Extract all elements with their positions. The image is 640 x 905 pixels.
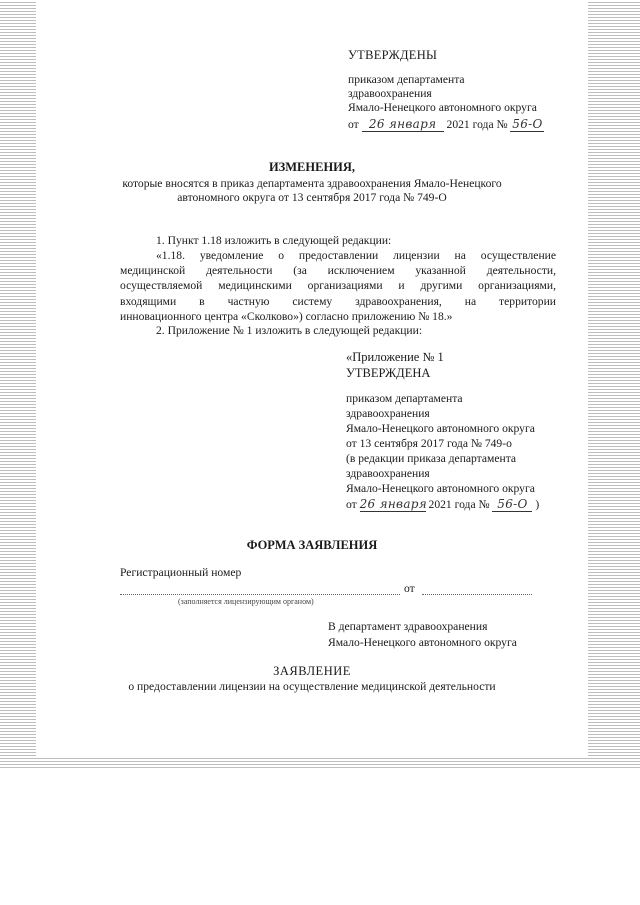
approval-date-line — [348, 117, 544, 132]
appendix-number-handwritten: 56-О — [492, 497, 532, 512]
appendix-close: ) — [535, 498, 540, 511]
reg-date-line — [422, 594, 532, 595]
quote-line2: медицинской деятельности (за исключением указанной деятельности, — [120, 264, 556, 278]
quote-line3: осуществляемой медицинскими организациями и другими организациями, — [120, 279, 556, 293]
scan-border-bottom — [0, 756, 640, 768]
item-2: 2. Приложение № 1 изложить в следующей редакции: — [156, 324, 423, 337]
approval-line2: здравоохранения — [348, 87, 432, 100]
appendix-prefix: от — [346, 498, 357, 511]
recipient-line1: В департамент здравоохранения — [328, 620, 488, 633]
application-title: ЗАЯВЛЕНИЕ — [273, 664, 351, 678]
appendix-line8: здравоохранения — [346, 467, 430, 480]
appendix-line2: УТВЕРЖДЕНА — [346, 366, 431, 380]
appendix-line7: (в редакции приказа департамента — [346, 452, 517, 465]
appendix-line5: Ямало-Ненецкого автономного округа — [346, 422, 535, 435]
appendix-year: 2021 года № — [428, 498, 490, 511]
document-page — [36, 0, 588, 756]
approval-line1: приказом департамента — [348, 73, 465, 86]
quote-line1: «1.18. уведомление о предоставлении лицензии на осуществление — [156, 249, 556, 262]
reg-number-line — [120, 594, 400, 595]
application-subtitle: о предоставлении лицензии на осуществление медицинской деятельности — [128, 680, 496, 693]
appendix-date-line — [346, 497, 539, 512]
appendix-date-handwritten: 26 января — [359, 497, 428, 511]
appendix-line9: Ямало-Ненецкого автономного округа — [346, 482, 535, 495]
item-1: 1. Пункт 1.18 изложить в следующей редакции: — [156, 234, 392, 247]
doc-title: ИЗМЕНЕНИЯ, — [268, 160, 356, 174]
reg-from-label: от — [404, 582, 415, 595]
approval-date-handwritten: 26 января — [362, 117, 444, 132]
approval-title: УТВЕРЖДЕНЫ — [348, 48, 438, 62]
reg-hint: (заполняется лицензирующим органом) — [178, 597, 314, 606]
approval-line3: Ямало-Ненецкого автономного округа — [348, 101, 537, 114]
appendix-line6: от 13 сентября 2017 года № 749-о — [346, 437, 512, 450]
quote-line5: инновационного центра «Сколково») согласно приложению № 18.» — [120, 309, 453, 323]
form-title: ФОРМА ЗАЯВЛЕНИЯ — [246, 538, 378, 552]
approval-number-handwritten: 56-О — [512, 117, 543, 131]
appendix-line1: «Приложение № 1 — [346, 350, 444, 364]
recipient-line2: Ямало-Ненецкого автономного округа — [328, 636, 517, 649]
quote-line4: входящими в частную систему здравоохранения, на территории — [120, 294, 556, 308]
reg-number-label: Регистрационный номер — [120, 566, 242, 579]
appendix-line4: здравоохранения — [346, 407, 430, 420]
scan-border-right — [588, 0, 640, 768]
quote-paragraph — [120, 248, 556, 324]
appendix-line3: приказом департамента — [346, 392, 463, 405]
doc-subtitle-line1: которые вносятся в приказ департамента здравоохранения Ямало-Ненецкого — [122, 177, 502, 190]
approval-year: 2021 года № — [446, 118, 508, 131]
scan-border-left — [0, 0, 36, 768]
approval-prefix: от — [348, 118, 359, 131]
doc-subtitle-line2: автономного округа от 13 сентября 2017 года № 749-О — [177, 191, 447, 204]
